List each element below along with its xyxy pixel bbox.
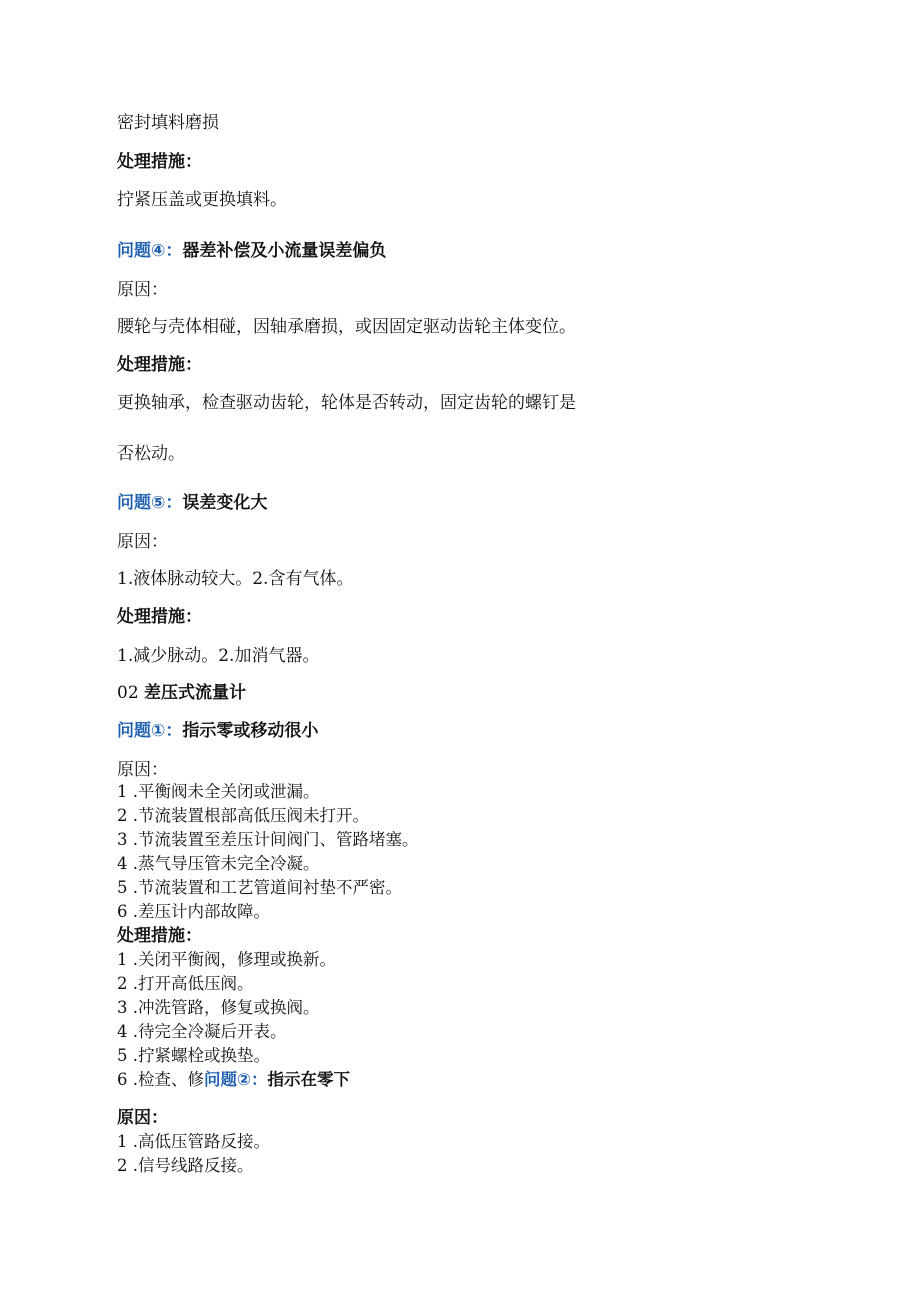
question-prefix: 问题②： xyxy=(204,1070,268,1089)
question-heading-5 xyxy=(117,492,267,514)
body-text: 拧紧压盖或更换填料。 xyxy=(117,190,287,210)
question-heading-4 xyxy=(117,240,386,262)
list-item: 2 .节流装置根部高低压阀未打开。 xyxy=(117,806,369,825)
question-title: 指示在零下 xyxy=(267,1070,350,1089)
question-prefix: 问题①： xyxy=(117,721,183,741)
list-item: 1 .关闭平衡阀，修理或换新。 xyxy=(117,950,336,969)
list-item: 4 .待完全冷凝后开表。 xyxy=(117,1022,287,1041)
list-item: 3 .节流装置至差压计间阀门、管路堵塞。 xyxy=(117,830,419,849)
question-prefix: 问题⑤： xyxy=(117,493,183,513)
list-item: 2 .打开高低压阀。 xyxy=(117,974,254,993)
list-item: 6 .差压计内部故障。 xyxy=(117,902,270,921)
question-prefix: 问题④： xyxy=(117,241,183,261)
question-title: 器差补偿及小流量误差偏负 xyxy=(182,241,387,261)
cause-label: 原因： xyxy=(117,280,168,300)
list-item: 4 .蒸气导压管未完全冷凝。 xyxy=(117,854,320,873)
mixed-line xyxy=(117,1069,350,1091)
measure-label: 处理措施： xyxy=(117,355,202,375)
body-text: 否松动。 xyxy=(117,444,185,464)
body-text: 更换轴承，检查驱动齿轮，轮体是否转动，固定齿轮的螺钉是 xyxy=(117,393,576,413)
section-number: 02 xyxy=(117,683,139,703)
measure-label: 处理措施： xyxy=(117,926,202,946)
cause-label: 原因： xyxy=(117,532,168,552)
list-item: 6 .检查、修 xyxy=(117,1070,204,1089)
list-item: 1 .平衡阀未全关闭或泄漏。 xyxy=(117,782,320,801)
question-heading-d2 xyxy=(204,1070,350,1089)
list-item: 5 .节流装置和工艺管道间衬垫不严密。 xyxy=(117,878,402,897)
body-text: 1.减少脉动。2.加消气器。 xyxy=(117,646,320,666)
section-heading xyxy=(117,682,246,704)
question-heading-d1 xyxy=(117,720,318,742)
measure-label: 处理措施： xyxy=(117,152,202,172)
list-item: 1 .高低压管路反接。 xyxy=(117,1132,270,1151)
measure-label: 处理措施： xyxy=(117,607,202,627)
body-text: 腰轮与壳体相碰，因轴承磨损，或因固定驱动齿轮主体变位。 xyxy=(117,317,576,337)
list-item: 3 .冲洗管路，修复或换阀。 xyxy=(117,998,320,1017)
list-item: 5 .拧紧螺栓或换垫。 xyxy=(117,1046,270,1065)
body-text: 1.液体脉动较大。2.含有气体。 xyxy=(117,569,354,589)
question-title: 误差变化大 xyxy=(182,493,268,513)
body-text: 密封填料磨损 xyxy=(117,113,219,133)
cause-label: 原因： xyxy=(117,1108,168,1128)
section-title: 差压式流量计 xyxy=(144,683,247,703)
question-title: 指示零或移动很小 xyxy=(182,721,319,741)
cause-label: 原因： xyxy=(117,760,168,780)
list-item: 2 .信号线路反接。 xyxy=(117,1156,254,1175)
